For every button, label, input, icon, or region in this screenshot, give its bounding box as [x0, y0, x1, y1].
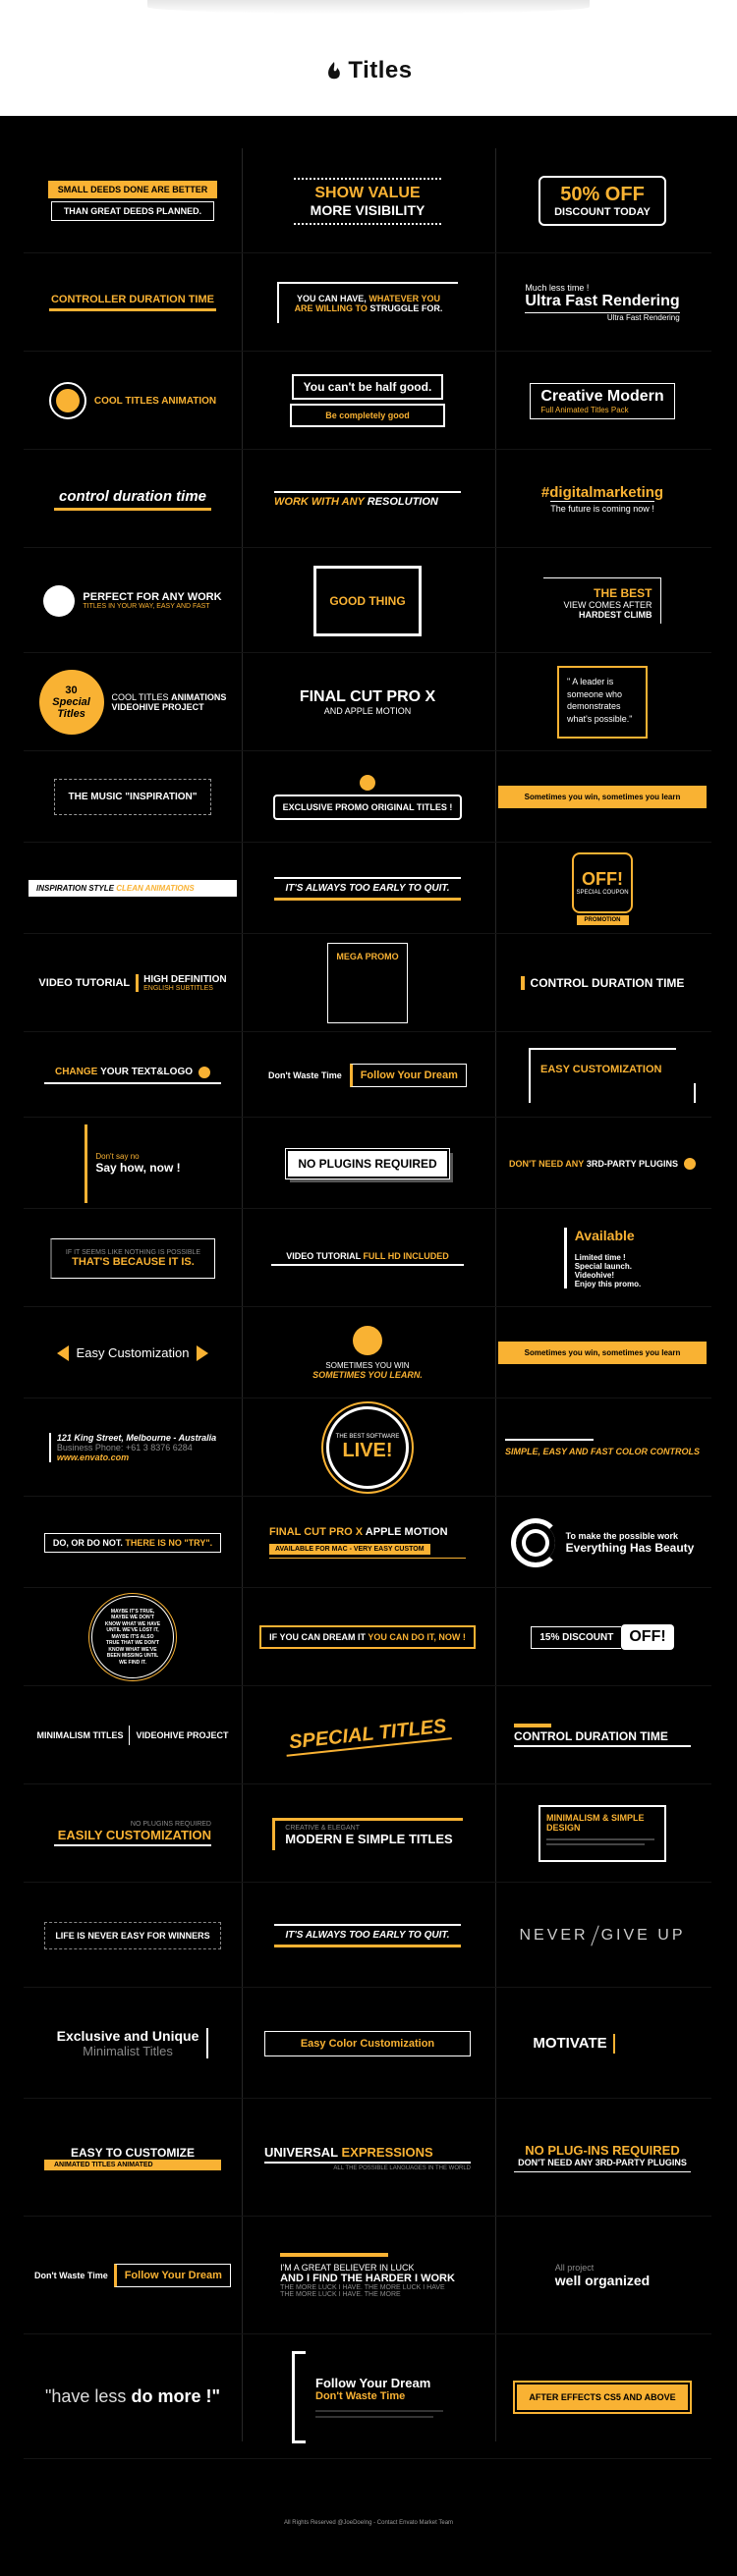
title-preview[interactable]: VIDEO TUTORIAL HIGH DEFINITION ENGLISH SUBTITLES	[38, 974, 227, 992]
title-preview[interactable]: Don't say no Say how, now !	[24, 1118, 242, 1209]
title-preview[interactable]: All project well organized	[554, 2263, 651, 2288]
flame-icon	[353, 1326, 382, 1355]
header-shadow	[147, 0, 590, 14]
title-preview[interactable]: 121 King Street, Melbourne - Australia Business Phone: +61 3 8376 6284 www.envato.com	[24, 1398, 242, 1497]
title-row	[24, 2334, 711, 2459]
title-preview[interactable]: PERFECT FOR ANY WORK TITLES IN YOUR WAY, EASY AND FAST	[24, 548, 242, 653]
flame-icon	[684, 1158, 696, 1170]
flame-icon	[360, 775, 375, 791]
title-row	[24, 1588, 711, 1686]
title-preview[interactable]: FINAL CUT PRO X AND APPLE MOTION	[299, 688, 436, 716]
title-preview[interactable]: 50% OFF DISCOUNT TODAY	[493, 148, 711, 253]
brand-title: Titles	[0, 57, 737, 84]
title-preview[interactable]: GOOD THING	[258, 548, 477, 653]
flame-logo-icon	[324, 61, 344, 81]
footer-text: All Rights Reserved @JoeDoeIng - Contact Envato Market Team	[283, 2520, 454, 2526]
title-preview[interactable]: IF IT SEEMS LIKE NOTHING IS POSSIBLE THAT'S BECAUSE IT IS.	[24, 1209, 242, 1307]
title-preview[interactable]: CONTROL DURATION TIME	[493, 934, 711, 1032]
title-preview[interactable]: control duration time	[24, 450, 242, 548]
title-row	[24, 653, 711, 751]
title-preview[interactable]: Much less time ! Ultra Fast Rendering Ultra Fast Rendering	[525, 283, 680, 322]
title-preview[interactable]: Don't Waste Time Follow Your Dream	[24, 2217, 242, 2334]
title-preview[interactable]: CHANGE YOUR TEXT&LOGO	[24, 1032, 242, 1118]
title-preview[interactable]: Sometimes you win, sometimes you learn	[493, 751, 711, 843]
title-preview[interactable]: IT'S ALWAYS TOO EARLY TO QUIT.	[258, 1883, 477, 1988]
title-preview[interactable]: EASY TO CUSTOMIZE ANIMATED TITLES ANIMATED	[24, 2099, 242, 2217]
title-row	[24, 1988, 711, 2099]
title-preview[interactable]: You can't be half good. Be completely good	[258, 352, 477, 450]
arrow-right-icon[interactable]	[197, 1345, 208, 1361]
title-preview[interactable]: NO PLUG-INS REQUIRED DON'T NEED ANY 3RD-PARTY PLUGINS	[493, 2099, 711, 2217]
title-preview[interactable]: WORK WITH ANY RESOLUTION	[258, 450, 477, 548]
title-row	[24, 450, 711, 548]
title-preview[interactable]: SMALL DEEDS DONE ARE BETTER THAN GREAT DEEDS PLANNED.	[24, 148, 242, 253]
title-preview[interactable]: Don't Waste Time Follow Your Dream	[258, 1032, 477, 1118]
title-preview[interactable]: THE BEST SOFTWARE LIVE!	[258, 1398, 477, 1497]
title-preview[interactable]: Creative Modern Full Animated Titles Pack	[493, 352, 711, 450]
title-preview[interactable]: I'M A GREAT BELIEVER IN LUCK AND I FIND THE HARDER I WORK THE MORE LUCK I HAVE. THE MORE LUCK I HAVE THE MORE LUCK I HAVE. THE MORE	[258, 2217, 477, 2334]
title-preview[interactable]: "have less do more !"	[45, 2386, 220, 2406]
title-row	[24, 1032, 711, 1118]
title-row	[24, 1883, 711, 1988]
title-row	[24, 1118, 711, 1209]
title-preview[interactable]: MOTIVATE	[493, 1988, 711, 2099]
title-preview[interactable]: NO PLUGINS REQUIRED	[258, 1118, 477, 1209]
title-preview[interactable]: Sometimes you win, sometimes you learn	[493, 1307, 711, 1398]
title-row	[24, 1784, 711, 1883]
title-row	[24, 148, 711, 253]
title-row	[24, 1398, 711, 1497]
page-header	[0, 0, 737, 116]
title-preview[interactable]: SPECIAL TITLES	[258, 1686, 477, 1784]
title-preview[interactable]: IT'S ALWAYS TOO EARLY TO QUIT.	[258, 843, 477, 934]
badge: 30 Special Titles	[39, 670, 104, 735]
title-preview[interactable]: #digitalmarketing The future is coming now !	[540, 484, 664, 514]
title-row	[24, 1209, 711, 1307]
title-preview[interactable]: FINAL CUT PRO X APPLE MOTION AVAILABLE FOR MAC - VERY EASY CUSTOM	[258, 1497, 477, 1588]
title-preview[interactable]: AFTER EFFECTS CS5 AND ABOVE	[493, 2334, 711, 2459]
arrow-left-icon[interactable]	[57, 1345, 69, 1361]
title-preview[interactable]: MAYBE IT'S TRUE, MAYBE WE DON'T KNOW WHAT WE HAVE UNTIL WE'VE LOST IT, MAYBE IT'S ALSO TRUE THAT WE DON'T KNOW WHAT WE'VE BEEN MISSING UNTIL WE FIND IT.	[24, 1588, 242, 1686]
title-row	[24, 1686, 711, 1784]
title-preview[interactable]: LIFE IS NEVER EASY FOR WINNERS	[24, 1883, 242, 1988]
flame-icon	[43, 585, 75, 617]
title-preview[interactable]: Easy Customization	[24, 1307, 242, 1398]
titles-grid	[24, 148, 711, 2459]
title-preview[interactable]: CREATIVE & ELEGANT MODERN E SIMPLE TITLES	[258, 1784, 477, 1883]
title-preview[interactable]: To make the possible work Everything Has Beauty	[493, 1497, 711, 1588]
title-row	[24, 843, 711, 934]
title-preview[interactable]: CONTROLLER DURATION TIME	[24, 253, 242, 352]
title-preview[interactable]: YOU CAN HAVE, WHATEVER YOU ARE WILLING TO STRUGGLE FOR.	[258, 253, 477, 352]
title-preview[interactable]: INSPIRATION STYLE CLEAN ANIMATIONS	[24, 843, 242, 934]
title-preview[interactable]: DO, OR DO NOT. THERE IS NO "TRY".	[24, 1497, 242, 1588]
title-row	[24, 253, 711, 352]
title-preview[interactable]: 30 Special Titles COOL TITLES ANIMATIONS VIDEOHIVE PROJECT	[24, 653, 242, 751]
title-preview[interactable]: DON'T NEED ANY 3RD-PARTY PLUGINS	[493, 1118, 711, 1209]
title-row	[24, 1307, 711, 1398]
title-preview[interactable]: MINIMALISM TITLES VIDEOHIVE PROJECT	[24, 1686, 242, 1784]
title-preview[interactable]: MEGA PROMO	[258, 934, 477, 1032]
title-preview[interactable]: SOMETIMES YOU WIN SOMETIMES YOU LEARN.	[258, 1307, 477, 1398]
flame-icon	[49, 382, 86, 419]
ring-icon	[511, 1518, 560, 1567]
flame-icon	[198, 1067, 210, 1078]
title-preview[interactable]: IF YOU CAN DREAM IT YOU CAN DO IT, NOW !	[258, 1588, 477, 1686]
title-row	[24, 352, 711, 450]
title-preview[interactable]: VIDEO TUTORIAL FULL HD INCLUDED	[258, 1209, 477, 1307]
title-preview[interactable]: 15% DISCOUNT OFF!	[493, 1588, 711, 1686]
title-row	[24, 1497, 711, 1588]
title-preview[interactable]: " A leader is someone who demonstrates what's possible."	[493, 653, 711, 751]
title-preview[interactable]: SIMPLE, EASY AND FAST COLOR CONTROLS	[493, 1398, 711, 1497]
title-preview[interactable]: NEVER GIVE UP	[493, 1883, 711, 1988]
title-preview[interactable]: UNIVERSAL EXPRESSIONS ALL THE POSSIBLE LANGUAGES IN THE WORLD	[264, 2144, 471, 2171]
title-preview[interactable]: EXCLUSIVE PROMO ORIGINAL TITLES !	[258, 751, 477, 843]
title-preview[interactable]: NO PLUGINS REQUIRED EASILY CUSTOMIZATION	[24, 1784, 242, 1883]
title-row	[24, 751, 711, 843]
title-row	[24, 2217, 711, 2334]
title-preview[interactable]: CONTROL DURATION TIME	[493, 1686, 711, 1784]
title-preview[interactable]: Exclusive and Unique Minimalist Titles	[24, 1988, 242, 2099]
title-preview[interactable]: Easy Color Customization	[258, 1988, 477, 2099]
title-preview[interactable]: THE BEST VIEW COMES AFTER HARDEST CLIMB	[493, 548, 711, 653]
title-preview[interactable]: SHOW VALUE MORE VISIBILITY	[258, 148, 477, 253]
title-row	[24, 934, 711, 1032]
title-row	[24, 2099, 711, 2217]
title-preview[interactable]: EASY CUSTOMIZATION	[493, 1032, 711, 1118]
title-preview[interactable]: THE MUSIC "INSPIRATION"	[24, 751, 242, 843]
title-preview[interactable]: Available Limited time ! Special launch. Videohive! Enjoy this promo.	[493, 1209, 711, 1307]
title-row	[24, 548, 711, 653]
title-preview[interactable]: COOL TITLES ANIMATION	[24, 352, 242, 450]
title-preview[interactable]: OFF! SPECIAL COUPON PROMOTION	[493, 843, 711, 934]
title-preview[interactable]: Follow Your Dream Don't Waste Time	[258, 2334, 477, 2459]
title-preview[interactable]: MINIMALISM & SIMPLE DESIGN	[493, 1784, 711, 1883]
